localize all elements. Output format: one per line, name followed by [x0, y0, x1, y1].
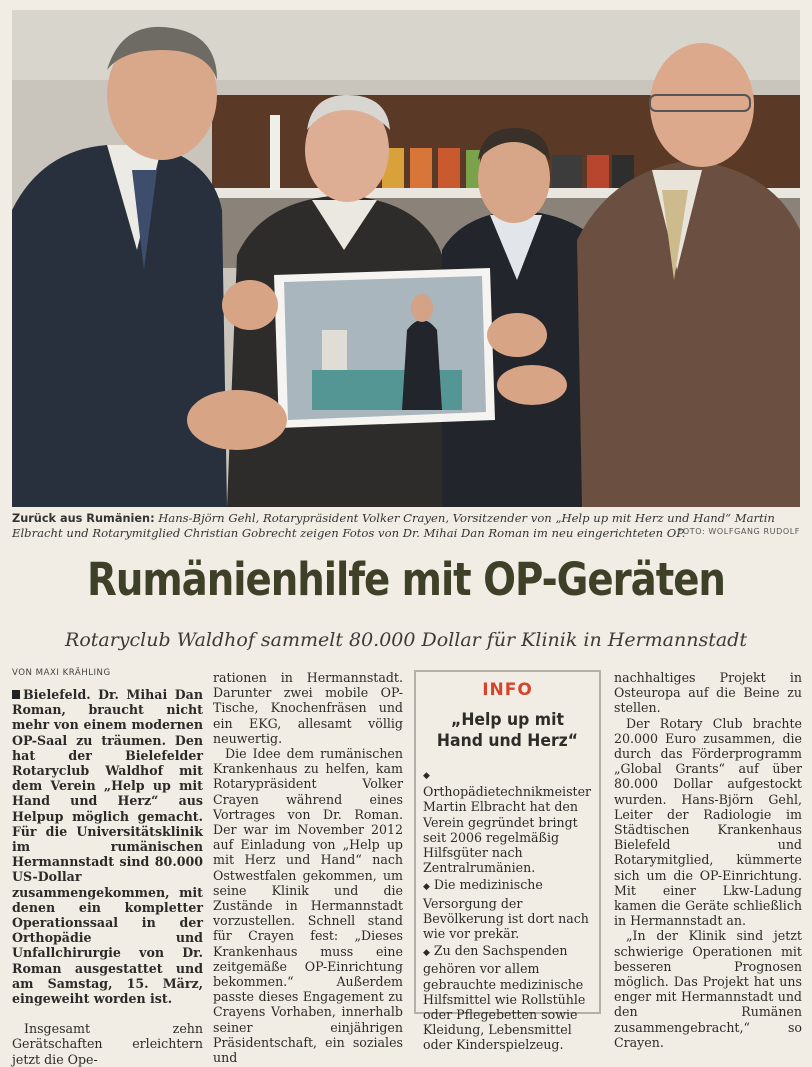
subheadline: Rotaryclub Waldhof sammelt 80.000 Dollar für Klinik in Hermannstadt — [65, 629, 747, 651]
info-tag: INFO — [482, 680, 533, 700]
column4-paragraph-1: nachhaltiges Projekt in Osteuropa auf die Beine zu stellen. — [614, 670, 802, 716]
held-photo — [274, 268, 495, 428]
intro-paragraph — [12, 687, 203, 1006]
paragraph-marker-icon — [12, 690, 20, 699]
diamond-bullet-icon: ◆ — [423, 771, 430, 781]
article-column-4 — [614, 670, 802, 1050]
group-photo — [12, 10, 800, 507]
column4-paragraph-3: „In der Klinik sind jetzt schwierige Operationen mit besseren Prognosen möglich. Das Projekt hat uns enger mit Hermannstadt und den Rumänen zusammengebracht,“ so Crayen. — [614, 928, 802, 1050]
photo-caption — [12, 511, 800, 541]
column2-paragraph-1: rationen in Hermannstadt. Darunter zwei mobile OP-Tische, Knochenfräsen und ein EKG, allesamt völlig neuwertig. — [213, 670, 403, 746]
caption-text: Hans-Björn Gehl, Rotarypräsident Volker Crayen, Vorsitzender von „Help up mit Herz und Hand“ Martin Elbracht und Rotarymitglied Christian Gobrecht zeigen Fotos von Dr. Mihai Dan Roman im neu eingerichteten OP. — [12, 511, 775, 540]
caption-lead: Zurück aus Rumänien: — [12, 512, 155, 525]
info-item: ◆Orthopädietechnikmeister Martin Elbracht hat den Verein gegründet bringt seit 2006 regelmäßig Hilfsgüter nach Zentralrumänien. — [423, 771, 592, 876]
info-title: „Help up mit Hand und Herz“ — [436, 710, 579, 751]
article-column-1 — [12, 687, 203, 1067]
headline: Rumänienhilfe mit OP-Geräten — [87, 553, 725, 606]
photo-credit: FOTO: WOLFGANG RUDOLF — [677, 527, 800, 536]
column1-paragraph: Insgesamt zehn Gerätschaften erleichtern jetzt die Ope- — [12, 1021, 203, 1067]
column2-paragraph-2: Die Idee dem rumänischen Krankenhaus zu helfen, kam Rotarypräsident Volker Crayen während eines Vortrages von Dr. Roman. Der war im November 2012 auf Einladung von „Help up mit Herz und Hand“ nach Ostwestfalen gekommen, um seine Klinik und die Zustände in Hermannstadt vorzustellen. Schnell stand für Crayen fest: „Dieses Krankenhaus muss eine zeitgemäße OP-Einrichtung bekommen.“ Außerdem passte dieses Engagement zu Crayens Vorhaben, innerhalb seiner einjährigen Präsidentschaft, ein soziales und — [213, 746, 403, 1066]
intro-text: Bielefeld. Dr. Mihai Dan Roman, braucht nicht mehr von einem modernen OP-Saal zu träumen. Den hat der Bielefelder Rotaryclub Waldhof mit dem Verein „Help up mit Hand und Herz“ aus Helpup möglich gemacht. Für die Universitätsklinik im rumänischen Hermannstadt sind 80.000 US-Dollar zusammengekommen, mit denen ein kompletter Operationssaal in der Orthopädie und Unfallchirurgie von Dr. Roman ausgestattet und am Samstag, 15. März, eingeweiht worden ist. — [12, 687, 203, 1007]
info-box — [414, 670, 601, 1053]
byline: VON MAXI KRÄHLING — [12, 668, 111, 678]
diamond-bullet-icon: ◆ — [423, 948, 430, 959]
info-item: ◆ Zu den Sachspenden gehören vor allem gebrauchte medizinische Hilfsmittel wie Rollstühle oder Pflegebetten sowie Kleidung, Lebensmittel oder Kinderspielzeug. — [423, 943, 586, 1053]
column4-paragraph-2: Der Rotary Club brachte 20.000 Euro zusammen, die durch das Förderprogramm „Global Grants“ auf über 80.000 Dollar aufgestockt wurden. Hans-Björn Gehl, Leiter der Radiologie im Städtischen Krankenhaus Bielefeld und Rotarymitglied, kümmerte sich um die OP-Einrichtung. Mit einer Lkw-Ladung kamen die Geräte schließlich in Hermannstadt an. — [614, 715, 802, 929]
info-item: ◆ Die medizinische Versorgung der Bevölkerung ist dort nach wie vor prekär. — [423, 877, 589, 942]
diamond-bullet-icon: ◆ — [423, 882, 430, 893]
photo-illustration — [12, 10, 800, 507]
article-column-2 — [213, 670, 403, 1065]
